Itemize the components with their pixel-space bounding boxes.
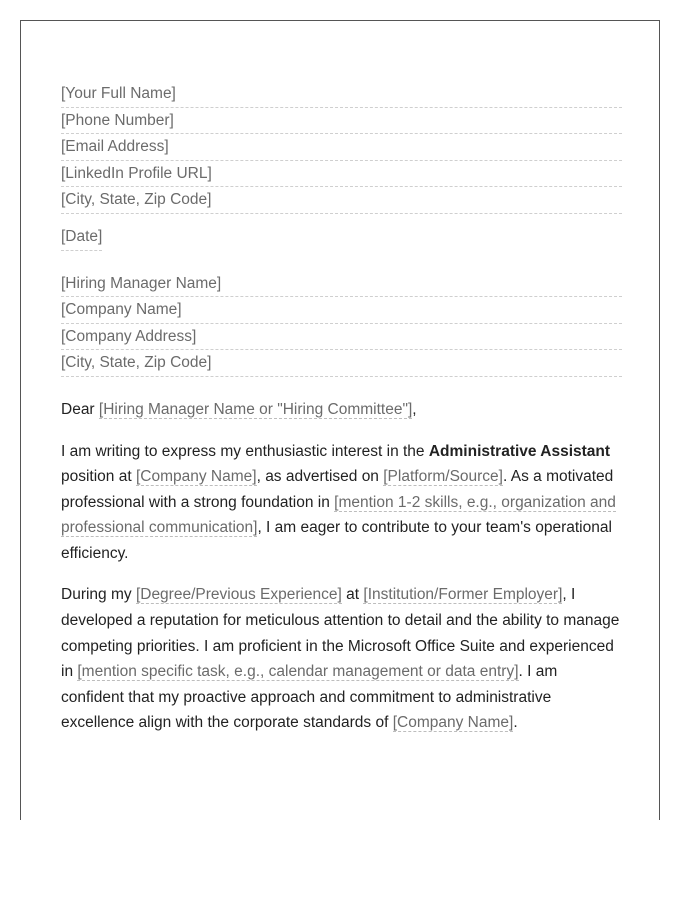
date-block [61, 224, 622, 251]
sender-city-state-zip-field[interactable]: [City, State, Zip Code] [61, 187, 622, 214]
role-title: Administrative Assistant [428, 442, 611, 460]
salutation-suffix: , [412, 400, 417, 418]
sender-full-name-field[interactable]: [Your Full Name] [61, 81, 622, 108]
body-paragraph-1 [61, 439, 622, 567]
skills-placeholder[interactable]: [mention 1-2 skills, e.g., organization and professional communication] [61, 493, 616, 537]
sender-block [61, 81, 622, 214]
company-name-placeholder-2[interactable]: [Company Name] [392, 714, 514, 732]
recipient-city-state-zip-field[interactable]: [City, State, Zip Code] [61, 350, 622, 377]
letter-content [61, 81, 622, 736]
p1-text-5: , I am eager to contribute to your team's operational efficiency. [61, 519, 612, 562]
body-paragraph-2 [61, 582, 622, 736]
salutation [61, 397, 622, 423]
degree-experience-placeholder[interactable]: [Degree/Previous Experience] [135, 586, 342, 604]
recipient-company-name-field[interactable]: [Company Name] [61, 297, 622, 324]
platform-source-placeholder[interactable]: [Platform/Source] [383, 468, 503, 486]
recipient-company-address-field[interactable]: [Company Address] [61, 324, 622, 351]
sender-email-field[interactable]: [Email Address] [61, 134, 622, 161]
p2-text-2: at [341, 586, 364, 604]
salutation-prefix: Dear [61, 400, 99, 418]
p1-text-1: I am writing to express my enthusiastic interest in the [61, 442, 429, 460]
letter-page [20, 20, 660, 820]
p1-text-4: . As a motivated professional with a strong foundation in [61, 468, 614, 511]
p2-text-5: . [513, 714, 518, 732]
p1-text-2: position at [61, 468, 136, 486]
p2-text-4: . I am confident that my proactive approach and commitment to administrative excellence align with the corporate standards of [61, 663, 558, 732]
p2-text-1: During my [61, 586, 136, 604]
institution-employer-placeholder[interactable]: [Institution/Former Employer] [363, 586, 563, 604]
p2-text-3: , I developed a reputation for meticulous attention to detail and the ability to manage competing priorities. I am proficient in the Microsoft Office Suite and experienced in [61, 586, 620, 681]
company-name-placeholder[interactable]: [Company Name] [135, 468, 257, 486]
recipient-block [61, 271, 622, 377]
date-field[interactable]: [Date] [61, 224, 102, 251]
salutation-name-placeholder[interactable]: [Hiring Manager Name or "Hiring Committee"] [98, 400, 413, 418]
sender-phone-field[interactable]: [Phone Number] [61, 108, 622, 135]
recipient-manager-name-field[interactable]: [Hiring Manager Name] [61, 271, 622, 298]
specific-task-placeholder[interactable]: [mention specific task, e.g., calendar management or data entry] [77, 663, 519, 681]
p1-text-3: , as advertised on [256, 468, 384, 486]
sender-linkedin-field[interactable]: [LinkedIn Profile URL] [61, 161, 622, 188]
